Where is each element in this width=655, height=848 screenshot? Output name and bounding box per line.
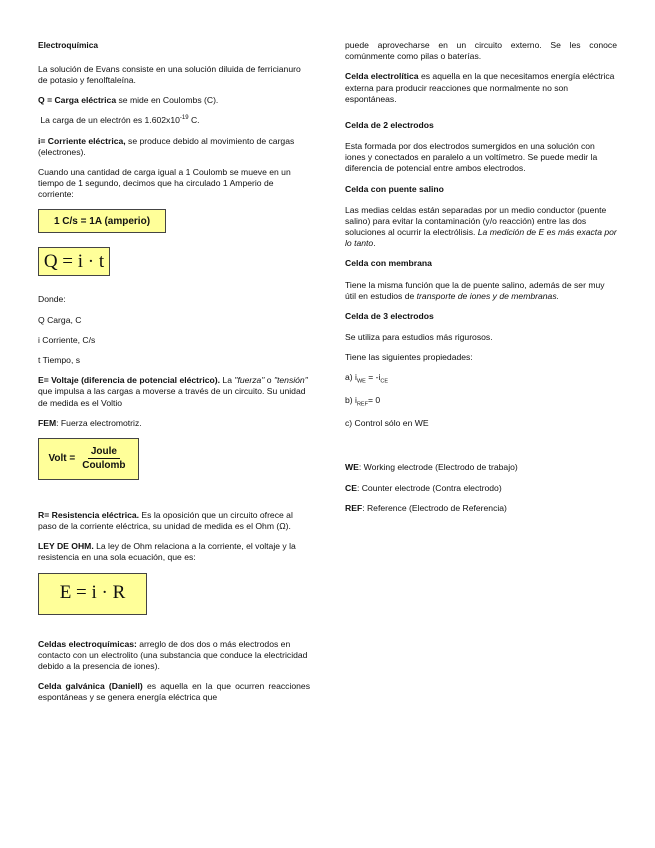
three-electrode-heading: Celda de 3 electrodos bbox=[345, 310, 434, 321]
electrolytic-term: Celda electrolítica bbox=[345, 71, 419, 82]
two-electrode-heading: Celda de 2 electrodos bbox=[345, 119, 434, 130]
galvanic-continuation: puede aprovecharse en un circuito externo. Se les conoce comúnmente como pilas o baterías. bbox=[345, 40, 617, 62]
property-a: a) $i_{WE} = -i_{CE}$ bbox=[345, 372, 389, 386]
volt-label: Volt = bbox=[48, 453, 76, 465]
section-title: Electroquímica bbox=[38, 40, 99, 50]
galvanic-definition: Celda galvánica (Daniell) es aquella en la que ocurren reacciones espontáneas y se genera energía eléctrica que bbox=[38, 681, 310, 703]
salt-bridge-heading: Celda con puente salino bbox=[345, 183, 444, 194]
resistance-term: R= Resistencia eléctrica. bbox=[38, 509, 140, 520]
charge-term: Q = Carga eléctrica bbox=[38, 95, 117, 106]
ce-term: CE bbox=[345, 482, 357, 493]
current-definition: i= Corriente eléctrica, se produce debido al movimiento de cargas (electrones). bbox=[38, 135, 295, 157]
resistance-definition: R= Resistencia eléctrica. Es la oposición que un circuito ofrece al paso de la corriente eléctrica, su unidad de medida es el Ohm (Ω). bbox=[38, 509, 293, 532]
volt-fraction bbox=[79, 445, 128, 472]
coulomb-paragraph: Cuando una cantidad de carga igual a 1 Coulomb se mueve en un tiempo de 1 segundo, decimos que ha circulado 1 Amperio de corriente: bbox=[38, 166, 291, 200]
charge-definition: Q = Carga eléctrica se mide en Coulombs (C). bbox=[38, 95, 219, 106]
we-term: WE bbox=[345, 462, 359, 473]
ohm-law-term: LEY DE OHM. bbox=[38, 541, 94, 552]
ce-definition: CE: Counter electrode (Contra electrodo) bbox=[345, 482, 502, 493]
charge-formula-box: Q = i · t bbox=[38, 247, 110, 276]
electrolytic-definition: Celda electrolítica es aquella en la que necesitamos energía eléctrica externa para producir reacciones que normalmente no son espontáneas. bbox=[345, 71, 615, 104]
we-definition: WE: Working electrode (Electrodo de trabajo) bbox=[345, 462, 518, 473]
ref-definition: REF: Reference (Electrodo de Referencia) bbox=[345, 502, 507, 513]
salt-bridge-paragraph: Las medias celdas están separadas por un medio conductor (puente salino) para evitar la contaminación (y/o reacción) entre las dos soluciones al ocurrir la electrólisis. La medición de E es más exacta por lo tanto. bbox=[345, 204, 617, 249]
current-term: i= Corriente eléctrica, bbox=[38, 135, 126, 146]
volt-formula-box bbox=[38, 438, 139, 480]
volt-numerator: Joule bbox=[88, 445, 120, 459]
donde-label: Donde: bbox=[38, 294, 66, 305]
membrane-heading: Celda con membrana bbox=[345, 258, 432, 269]
evans-paragraph: La solución de Evans consiste en una solución diluida de ferricianuro de potasio y fenolftaleína. bbox=[38, 63, 301, 86]
property-c: c) Control sólo en WE bbox=[345, 418, 429, 429]
membrane-paragraph: Tiene la misma función que la de puente salino, además de ser muy útil en estudios de transporte de iones y de membranas. bbox=[345, 279, 605, 301]
cells-definition: Celdas electroquímicas: arreglo de dos dos o más electrodos en contacto con un electrolito (una substancia que conduce la electricidad debido a la presencia de iones). bbox=[38, 638, 308, 671]
two-electrode-paragraph: Esta formada por dos electrodos sumergidos en una solución con iones y conectados en paralelo a un voltímetro. Se puede medir la diferencia de potencial entre ambos electrodos. bbox=[345, 141, 598, 174]
voltage-term: E= Voltaje (diferencia de potencial eléctrico). bbox=[38, 375, 221, 386]
galvanic-term: Celda galvánica (Daniell) bbox=[38, 681, 143, 692]
three-electrode-paragraph: Se utiliza para estudios más rigurosos. bbox=[345, 332, 493, 343]
ampere-box: 1 C/s = 1A (amperio) bbox=[38, 209, 166, 233]
fem-term: FEM bbox=[38, 417, 57, 428]
def-i: i Corriente, C/s bbox=[38, 334, 96, 345]
def-q: Q Carga, C bbox=[38, 314, 82, 325]
def-t: t Tiempo, s bbox=[38, 354, 81, 365]
ref-term: REF bbox=[345, 502, 363, 513]
volt-denominator: Coulomb bbox=[82, 460, 126, 472]
properties-intro: Tiene las siguientes propiedades: bbox=[345, 352, 473, 363]
voltage-definition: E= Voltaje (diferencia de potencial eléctrico). La "fuerza" o "tensión" que impulsa a las cargas a moverse a través de un circuito. Su unidad de medida es el Voltio bbox=[38, 375, 308, 408]
right-column bbox=[345, 40, 617, 523]
cells-term: Celdas electroquímicas: bbox=[38, 638, 137, 649]
electron-charge: La carga de un electrón es $1.602x10^{-19}$ C. bbox=[40, 115, 200, 126]
ohm-law-paragraph: LEY DE OHM. La ley de Ohm relaciona a la corriente, el voltaje y la resistencia en una sola ecuación, que es: bbox=[38, 541, 296, 563]
ohm-formula-box: E = i · R bbox=[38, 573, 147, 615]
left-column bbox=[38, 40, 310, 712]
fem-definition: FEM: Fuerza electromotriz. bbox=[38, 417, 142, 428]
property-b: b) $i_{REF}= 0$ bbox=[345, 395, 381, 409]
